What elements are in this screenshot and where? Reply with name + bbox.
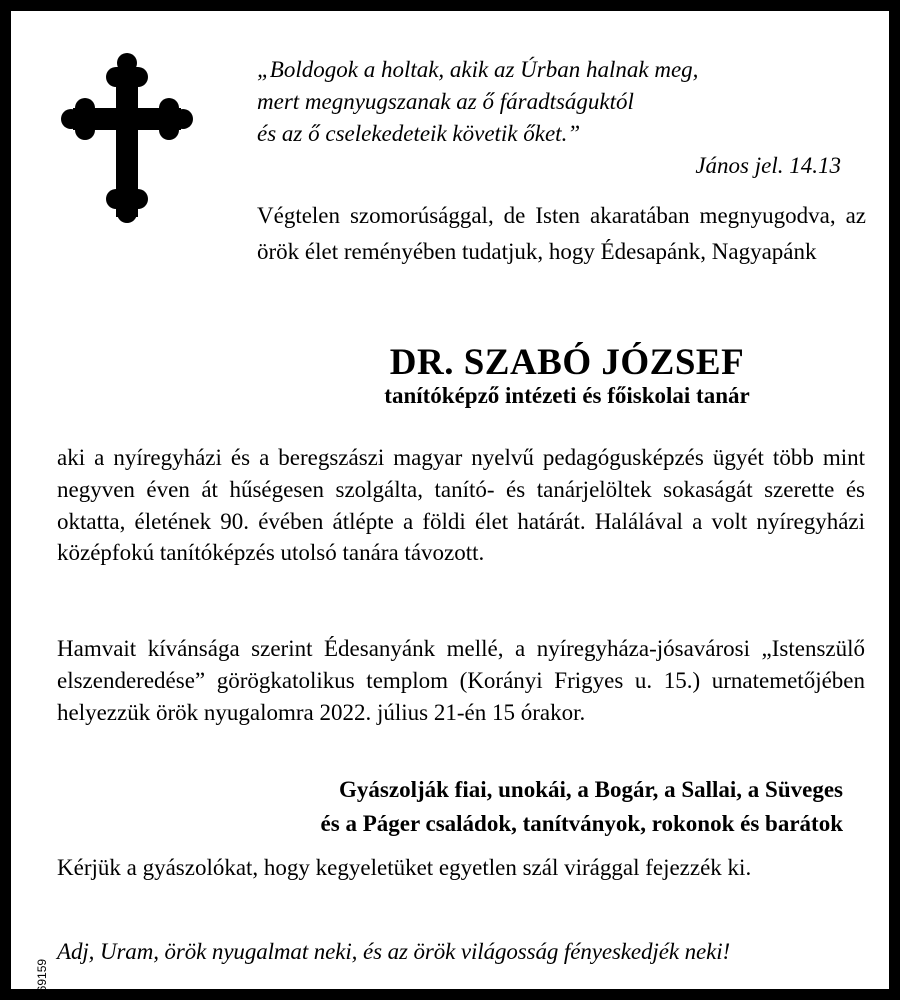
- biography-paragraph: aki a nyíregyházi és a beregszászi magyar nyelvű pedagógusképzés ügyét több mint negyven éven át hűségesen szolgálta, tanító- és tanárjelöltek sokaságát szerette és oktatta, életének 90. évében átlépte a földi élet határát. Halálával a volt nyíregyházi középfokú tanítóképzés utolsó tanára távozott.: [57, 445, 865, 566]
- ad-code: 969159: [35, 958, 49, 999]
- intro-text: Végtelen szomorúsággal, de Isten akaratában megnyugodva, az örök élet reményében tudatjuk, hogy Édesapánk, Nagyapánk: [257, 203, 866, 264]
- mourners-line: és a Páger családok, tanítványok, rokonok és barátok: [320, 811, 843, 836]
- quote-line: és az ő cselekedeteik követik őket.”: [257, 121, 581, 146]
- quote-line: „Boldogok a holtak, akik az Úrban halnak meg,: [257, 57, 699, 82]
- bible-quote: [257, 54, 877, 150]
- mourners-line: Gyászolják fiai, unokái, a Bogár, a Sallai, a Süveges: [339, 777, 843, 802]
- deceased-name: DR. SZABÓ JÓZSEF: [389, 342, 745, 383]
- flower-request: Kérjük a gyászolókat, hogy kegyeletüket egyetlen szál virággal fejezzék ki.: [57, 855, 752, 880]
- closing-prayer: Adj, Uram, örök nyugalmat neki, és az örök világosság fényeskedjék neki!: [57, 939, 731, 964]
- quote-reference: János jel. 14.13: [695, 153, 841, 178]
- cross-icon: [61, 53, 193, 223]
- mourners-list: [321, 773, 843, 841]
- quote-line: mert megnyugszanak az ő fáradtságuktól: [257, 89, 634, 114]
- deceased-title: tanítóképző intézeti és főiskolai tanár: [384, 383, 750, 408]
- funeral-details-paragraph: Hamvait kívánsága szerint Édesanyánk mellé, a nyíregyháza-jósavárosi „Istenszülő elszenderedése” görögkatolikus templom (Korányi Frigyes u. 15.) urnatemetőjében helyezzük örök nyugalomra 2022. július 21-én 15 órakor.: [57, 636, 865, 725]
